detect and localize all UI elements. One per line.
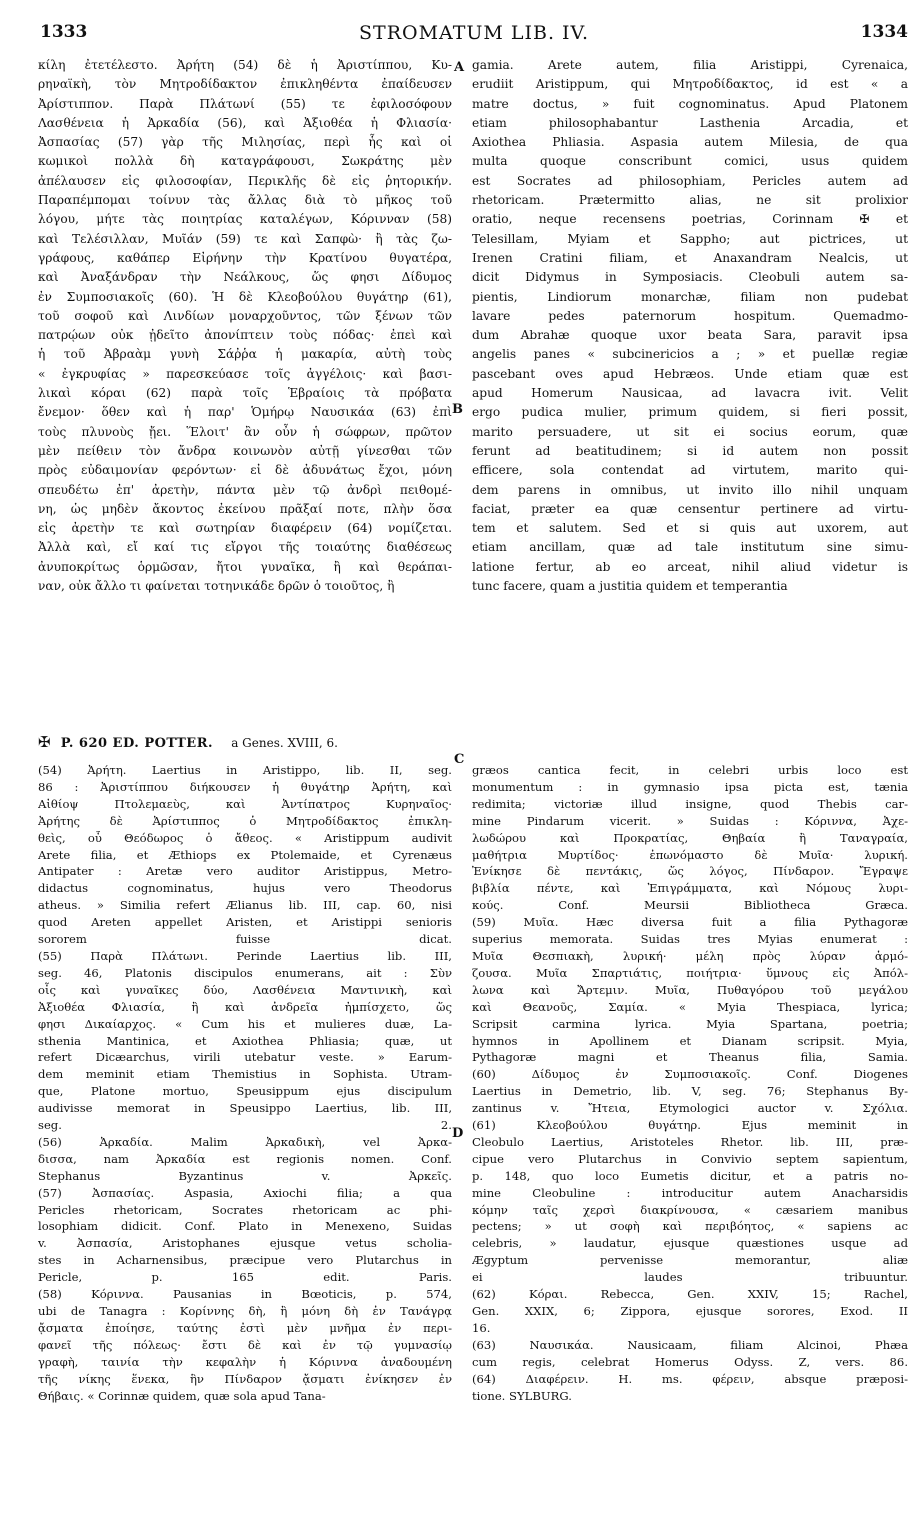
latin-text-line: est Socrates ad philosophiam, Pericles autem ad: [472, 173, 908, 188]
note-line: Pericles rhetoricam, Socrates rhetoricam ac phi-: [38, 1202, 452, 1217]
note-line: superius memorata. Suidas tres Myias enumerat :: [472, 932, 908, 947]
note-line: (61) Κλεοβούλου θυγάτηρ. Ejus meminit in: [472, 1118, 908, 1133]
note-line: v. Ἀσπασία, Aristophanes ejusque vetus scholia-: [38, 1236, 452, 1251]
greek-text-line: ἀνυποκρίτως ὁρμῶσαν, ἤτοι γυναῖκα, ἢ καὶ θεράπαι-: [38, 559, 452, 574]
greek-text-line: πατρῴων οὐκ ᾐδεῖτο ἀπονίπτειν τοὺς πόδας· ἐπεὶ καὶ: [38, 328, 452, 343]
note-line: zantinus v. Ἤτεια, Etymologici auctor v. Σχόλια.: [472, 1101, 908, 1116]
note-line: δισσα, nam Ἀρκαδία est regionis nomen. Conf.: [38, 1151, 452, 1166]
note-line: græos cantica fecit, in celebri urbis loco est: [472, 763, 908, 777]
latin-text-line: Telesillam, Myiam et Sappho; aut pictrices, ut: [472, 231, 908, 246]
margin-marker-c: C: [454, 752, 465, 767]
latin-text-column: [472, 56, 908, 596]
note-line: Cleobulo Laertius, Aristoteles Rhetor. lib. III, præ-: [472, 1134, 908, 1149]
latin-text-line: apud Homerum Nausicaa, ad lavacra ivit. Velit: [472, 386, 908, 401]
edition-reference: P. 620 ED. POTTER.: [60, 736, 214, 751]
note-line: tione. SYLBURG.: [472, 1388, 572, 1403]
greek-text-line: Ἀσπασίας (57) γὰρ τῆς Μιλησίας, περὶ ἧς καὶ οἱ: [38, 135, 452, 150]
greek-text-line: ρηναϊκὴ, τὸν Μητροδίδακτον ἐπικληθέντα ἐπαίδευσεν: [38, 77, 452, 92]
note-line: celebris, » laudatur, ejusque quæstiones usque ad: [472, 1236, 908, 1251]
note-line: hymnos in Apollinem et Dianam scripsit. Myia,: [472, 1033, 908, 1048]
note-line: Gen. XXIX, 6; Zippora, ejusque sorores, Exod. II: [472, 1304, 908, 1318]
latin-text-line: tunc facere, quam a justitia quidem et temperantia: [472, 579, 788, 594]
latin-text-line: dum Abrahæ quoque uxor beata Sara, paravit ipsa: [472, 328, 908, 343]
note-line: Ἀρήτης δὲ Ἀρίστιππος ὁ Μητροδίδακτος ἐπικλη-: [38, 813, 452, 828]
latin-text-line: dem parens in omnibus, ut invito illo nihil unquam: [472, 482, 908, 497]
greek-text-line: καὶ Τελέσιλλαν, Μυῖάν (59) τε καὶ Σαπφὼ· ἢ τὰς ζω-: [38, 231, 452, 246]
greek-text-line: « ἐγκρυφίας » παρεσκεύασε τοῖς ἀγγέλοις· καὶ βασι-: [38, 366, 452, 381]
greek-text-column: [38, 56, 452, 596]
margin-marker-b: B: [452, 402, 463, 417]
note-line: seg. 46, Platonis discipulos enumerans, ait : Σὺν: [38, 965, 452, 980]
note-line: didactus cognominatus, hujus vero Theodorus: [38, 881, 452, 896]
note-line: stes in Acharnensibus, præcipue vero Plutarchus in: [38, 1253, 452, 1268]
note-line: (59) Μυῖα. Hæc diversa fuit a filia Pythagoræ: [472, 915, 908, 930]
note-line: λωδώρου καὶ Προκρατίας, Θηβαία ἢ Ταναγραία,: [472, 830, 908, 845]
margin-marker-a: A: [454, 60, 465, 75]
note-line: βιβλία πέντε, καὶ Ἐπιγράμματα, καὶ Νόμους λυρι-: [472, 881, 908, 896]
note-line: Laertius in Demetrio, lib. V, seg. 76; Stephanus By-: [472, 1084, 908, 1099]
note-line: 16.: [472, 1320, 491, 1335]
greek-text-line: ἀπέλαυσεν εἰς φιλοσοφίαν, Περικλῆς δὲ εἰς ῥητορικήν.: [38, 173, 452, 188]
greek-text-line: λικαὶ κόραι (62) παρὰ τοῖς Ἑβραίοις τὰ πρόβατα: [38, 386, 452, 401]
note-line: losophiam didicit. Conf. Plato in Menexeno, Suidas: [38, 1219, 452, 1234]
greek-text-line: τοῦ σοφοῦ καὶ Λινδίων μοναρχοῦντος, τῶν ξένων τῶν: [38, 308, 452, 323]
latin-text-line: ergo pudica mulier, primum quidem, si fieri possit,: [472, 405, 908, 420]
note-line: Pericle, p. 165 edit. Paris.: [38, 1270, 452, 1285]
scripture-footnote: a Genes. XVIII, 6.: [231, 736, 338, 750]
note-line: monumentum : in gymnasio ipsa picta est, tænia: [472, 779, 908, 794]
latin-text-line: ferunt ad beatitudinem; si id autem non possit: [472, 443, 908, 458]
note-line: γραφὴ, ταινία τὴν κεφαλὴν ἡ Κόριννα ἀναδουμένη: [38, 1354, 452, 1369]
note-line: ᾄσματα ἐποίησε, ταύτης ἐστὶ μὲν μνῆμα ἐν περι-: [38, 1320, 452, 1335]
note-line: pectens; » ut σοφὴ καὶ περιβόητος, « sapiens ac: [472, 1219, 908, 1234]
latin-text-line: efficere, sola contendat ad virtutem, marito qui-: [472, 463, 908, 478]
note-line: atheus. » Similia refert Ælianus lib. III, cap. 60, nisi: [38, 898, 452, 913]
latin-text-line: pascebant oves apud Hebræos. Unde etiam quæ est: [472, 366, 908, 381]
greek-text-line: κίλη ἐτετέλεστο. Ἀρήτη (54) δὲ ἡ Ἀριστίππου, Κυ-: [38, 58, 452, 72]
greek-text-line: ἡ τοῦ Ἀβραὰμ γυνὴ Σάῤῥα ἡ μακαρία, αὐτὴ τοὺς: [38, 347, 452, 362]
latin-text-line: dicit Didymus in Symposiacis. Cleobuli autem sa-: [472, 270, 908, 285]
notes-right-column: [472, 762, 908, 1404]
note-line: Pythagoræ magni et Theanus filia, Samia.: [472, 1050, 908, 1065]
note-line: καὶ Θεανοῦς, Σαμία. « Myia Thespiaca, lyrica;: [472, 999, 908, 1014]
note-line: Ἐνίκησε δὲ πεντάκις, ὥς λόγος, Πίνδαρον. Ἔγραψε: [472, 864, 908, 879]
note-line: mine Cleobuline : introducitur autem Anacharsidis: [472, 1185, 908, 1200]
note-line: redimita; victoriæ illud insigne, quod Thebis car-: [472, 796, 908, 811]
latin-text-line: tem et salutem. Sed et si quis aut uxorem, aut: [472, 521, 908, 536]
greek-text-line: τοὺς πλυνοὺς ᾔει. Ἕλοιτ' ἂν οὖν ἡ σώφρων, πρῶτον: [38, 424, 452, 439]
note-line: θεὶς, οὗ Θεόδωρος ὁ ἄθεος. « Aristippum audivit: [38, 830, 452, 845]
greek-text-line: πρὸς εὐδαιμονίαν φερόντων· εἰ δὲ ἀδυνάτως ἔχοι, μόνη: [38, 463, 452, 478]
greek-text-line: ἐν Συμποσιακοῖς (60). Ἡ δὲ Κλεοβούλου θυγάτηρ (61),: [38, 289, 452, 304]
page-number-right: 1334: [860, 22, 908, 42]
cross-icon: ✠: [38, 733, 51, 751]
latin-text-line: lavare pedes paternorum hospitum. Quemadmo-: [472, 308, 908, 323]
edition-reference-line: [38, 733, 452, 751]
latin-text-line: etiam ancillam, quæ ad tale institutum sine simu-: [472, 540, 908, 555]
note-line: (54) Ἀρήτη. Laertius in Aristippo, lib. II, seg.: [38, 763, 452, 777]
margin-marker-d: D: [452, 1126, 464, 1141]
note-line: λωνα καὶ Ἄρτεμιν. Μυῖα, Πυθαγόρου τοῦ μεγάλου: [472, 982, 908, 997]
note-line: (56) Ἀρκαδία. Malim Ἀρκαδικὴ, vel Ἀρκα-: [38, 1134, 452, 1149]
greek-text-line: Ἀλλὰ καὶ, εἴ καί τις εἴργοι τῆς τοιαύτης διαθέσεως: [38, 540, 452, 555]
greek-text-line: νη, ὡς μηδὲν ἄκοντος ἐκείνου πρᾶξαί ποτε, πλὴν ὅσα: [38, 501, 452, 516]
latin-text-line: Irenen Cratini filiam, et Anaxandram Nealcis, ut: [472, 250, 908, 265]
note-line: ei laudes tribuuntur.: [472, 1270, 908, 1285]
note-line: (64) Διαφέρειν. H. ms. φέρειν, absque præposi-: [472, 1371, 908, 1386]
greek-text-line: σπευδέτω ἐπ' ἀρετὴν, πάντα μὲν τῷ ἀνδρὶ πειθομέ-: [38, 482, 452, 497]
note-line: μαθήτρια Μυρτίδος· ἐπωνόμαστο δὲ Μυῖα· λυρική.: [472, 847, 908, 862]
note-line: cipue vero Plutarchus in Convivio septem sapientum,: [472, 1151, 908, 1166]
greek-text-line: εἰς ἀρετὴν τε καὶ σωτηρίαν διαφέρειν (64) νομίζεται.: [38, 521, 452, 536]
latin-text-line: matre doctus, » fuit cognominatus. Apud Platonem: [472, 96, 908, 111]
note-line: audivisse memorat in Speusippo Laertius, lib. III,: [38, 1101, 452, 1116]
greek-text-line: ἔνεμον· ὅθεν καὶ ἡ παρ' Ὁμήρῳ Ναυσικάα (63) ἐπὶ: [38, 405, 452, 420]
note-line: τῆς νίκης ἕνεκα, ἣν Πίνδαρον ᾄσματι ἐνίκησεν ἐν: [38, 1371, 452, 1386]
latin-text-line: oratio, neque recensens poetrias, Corinnam ✠ et: [472, 212, 908, 227]
note-line: κόμην ταῖς χερσὶ διακρίνουσα, « cæsariem manibus: [472, 1202, 908, 1217]
note-line: cum regis, celebrat Homerus Odyss. Z, vers. 86.: [472, 1354, 908, 1369]
note-line: (58) Κόριννα. Pausanias in Bœoticis, p. 574,: [38, 1287, 452, 1302]
running-title: STROMATUM LIB. IV.: [359, 22, 589, 44]
latin-text-line: gamia. Arete autem, filia Aristippi, Cyrenaica,: [472, 58, 908, 72]
notes-left-column: [38, 762, 452, 1404]
note-line: Μυῖα Θεσπιακὴ, λυρική· μέλη πρὸς λύραν ἁρμό-: [472, 948, 908, 963]
note-line: φησι Δικαίαρχος. « Cum his et mulieres duæ, La-: [38, 1016, 452, 1031]
note-line: dem meminit etiam Themistius in Sophista. Utram-: [38, 1067, 452, 1082]
note-line: οἷς καὶ γυναῖκες δύο, Λασθένεια Μαντινικὴ, καὶ: [38, 982, 452, 997]
note-line: sororem fuisse dicat.: [38, 932, 452, 947]
greek-text-line: Λασθένεια ἡ Ἀρκαδία (56), καὶ Ἀξιοθέα ἡ Φλιασία·: [38, 115, 452, 130]
latin-text-line: multa quoque conscribunt comici, usus quidem: [472, 154, 908, 169]
note-line: 86 : Ἀριστίππου διήκουσεν ἡ θυγάτηρ Ἀρήτη, καὶ: [38, 779, 452, 794]
greek-text-line: ναν, οὐκ ἄλλο τι φαίνεται τοτηνικάδε δρῶν ὁ τοιοῦτος, ἢ: [38, 579, 395, 594]
note-line: sthenia Mantinica, et Axiothea Phliasia; quæ, ut: [38, 1033, 452, 1048]
page-header: [40, 22, 908, 50]
note-line: Αἰθίοψ Πτολεμαεὺς, καὶ Ἀντίπατρος Κυρηναῖος·: [38, 796, 452, 811]
latin-text-line: angelis panes « subcinericios a ; » et puellæ regiæ: [472, 347, 908, 362]
latin-text-line: faciat, præter ea quæ censentur pertinere ad virtu-: [472, 501, 908, 516]
latin-text-line: pientis, Lindiorum monarchæ, filiam non pudebat: [472, 289, 908, 304]
note-line: Arete filia, et Æthiops ex Ptolemaide, et Cyrenæus: [38, 847, 452, 862]
note-line: ζουσα. Μυῖα Σπαρτιάτις, ποιήτρια· ὕμνους εἰς Ἀπόλ-: [472, 965, 908, 980]
note-line: Antipater : Aretæ vero auditor Aristippus, Metro-: [38, 864, 452, 879]
greek-text-line: Ἀρίστιππον. Παρὰ Πλάτωνί (55) τε ἐφιλοσόφουν: [38, 96, 452, 111]
latin-text-line: Axiothea Phliasia. Aspasia autem Milesia, de qua: [472, 135, 908, 150]
note-line: ubi de Tanagra : Κορίννης δὴ, ἢ μόνη δὴ ἐν Τανάγρᾳ: [38, 1304, 452, 1318]
note-line: refert Dicæarchus, virili utebatur veste. » Earum-: [38, 1050, 452, 1065]
note-line: Θήβαις. « Corinnæ quidem, quæ sola apud Tana-: [38, 1388, 326, 1403]
latin-text-line: marito persuadere, ut sit ei socius eorum, quæ: [472, 424, 908, 439]
note-line: Stephanus Byzantinus v. Ἀρκεῖς.: [38, 1168, 452, 1183]
note-line: Scripsit carmina lyrica. Myia Spartana, poetria;: [472, 1016, 908, 1031]
note-line: (62) Κόραι. Rebecca, Gen. XXIV, 15; Rachel,: [472, 1287, 908, 1302]
latin-text-line: rhetoricam. Prætermitto alias, ne sit prolixior: [472, 193, 908, 208]
note-line: κούς. Conf. Meursii Bibliotheca Græca.: [472, 898, 908, 913]
greek-text-line: λόγου, μήτε τὰς ποιητρίας καταλέγων, Κόρινναν (58): [38, 212, 452, 227]
latin-text-line: etiam philosophabantur Lasthenia Arcadia, et: [472, 115, 908, 130]
note-line: p. 148, quo loco Eumetis dicitur, et a patris no-: [472, 1168, 908, 1183]
note-line: mine Pindarum vicerit. » Suidas : Κόριννα, Ἀχε-: [472, 813, 908, 828]
page-number-left: 1333: [40, 22, 88, 42]
greek-text-line: καὶ Ἀναξάνδραν τὴν Νεάλκους, ὥς φησι Δίδυμος: [38, 270, 452, 285]
note-line: (63) Ναυσικάα. Nausicaam, filiam Alcinoi, Phæa: [472, 1337, 908, 1352]
note-line: quod Areten appellet Aristen, et Aristippi senioris: [38, 915, 452, 930]
greek-text-line: κωμικοὶ πολλὰ δὴ καταγράφουσι, Σωκράτης μὲν: [38, 154, 452, 169]
note-line: (60) Δίδυμος ἐν Συμποσιακοῖς. Conf. Diogenes: [472, 1067, 908, 1082]
greek-text-line: γράφους, καθάπερ Εἰρήνην τὴν Κρατίνου θυγατέρα,: [38, 250, 452, 265]
note-line: seg. 2.: [38, 1118, 452, 1133]
latin-text-line: erudiit Aristippum, qui Μητροδίδακτος, id est « a: [472, 77, 908, 92]
note-line: Ἀξιοθέα Φλιασία, ἢ καὶ ἀνδρεῖα ἠμπίσχετο, ὥς: [38, 999, 452, 1014]
latin-text-line: latione fertur, ab eo arceat, nihil aliud videtur is: [472, 559, 908, 574]
greek-text-line: Παραπέμπομαι τοίνυν τὰς ἄλλας διὰ τὸ μῆκος τοῦ: [38, 193, 452, 208]
note-line: que, Platone mortuo, Speusippum ejus discipulum: [38, 1084, 452, 1099]
greek-text-line: μὲν πείθειν τὸν ἄνδρα κοινωνὸν αὐτῇ γίνεσθαι τῶν: [38, 443, 452, 458]
note-line: (55) Παρὰ Πλάτωνι. Perinde Laertius lib. III,: [38, 948, 452, 963]
note-line: Ægyptum pervenisse memorantur, aliæ: [472, 1253, 908, 1268]
note-line: (57) Ἀσπασίας. Aspasia, Axiochi filia; a qua: [38, 1185, 452, 1200]
note-line: φανεῖ τῆς πόλεως· ἔστι δὲ καὶ ἐν τῷ γυμνασίῳ: [38, 1337, 452, 1352]
